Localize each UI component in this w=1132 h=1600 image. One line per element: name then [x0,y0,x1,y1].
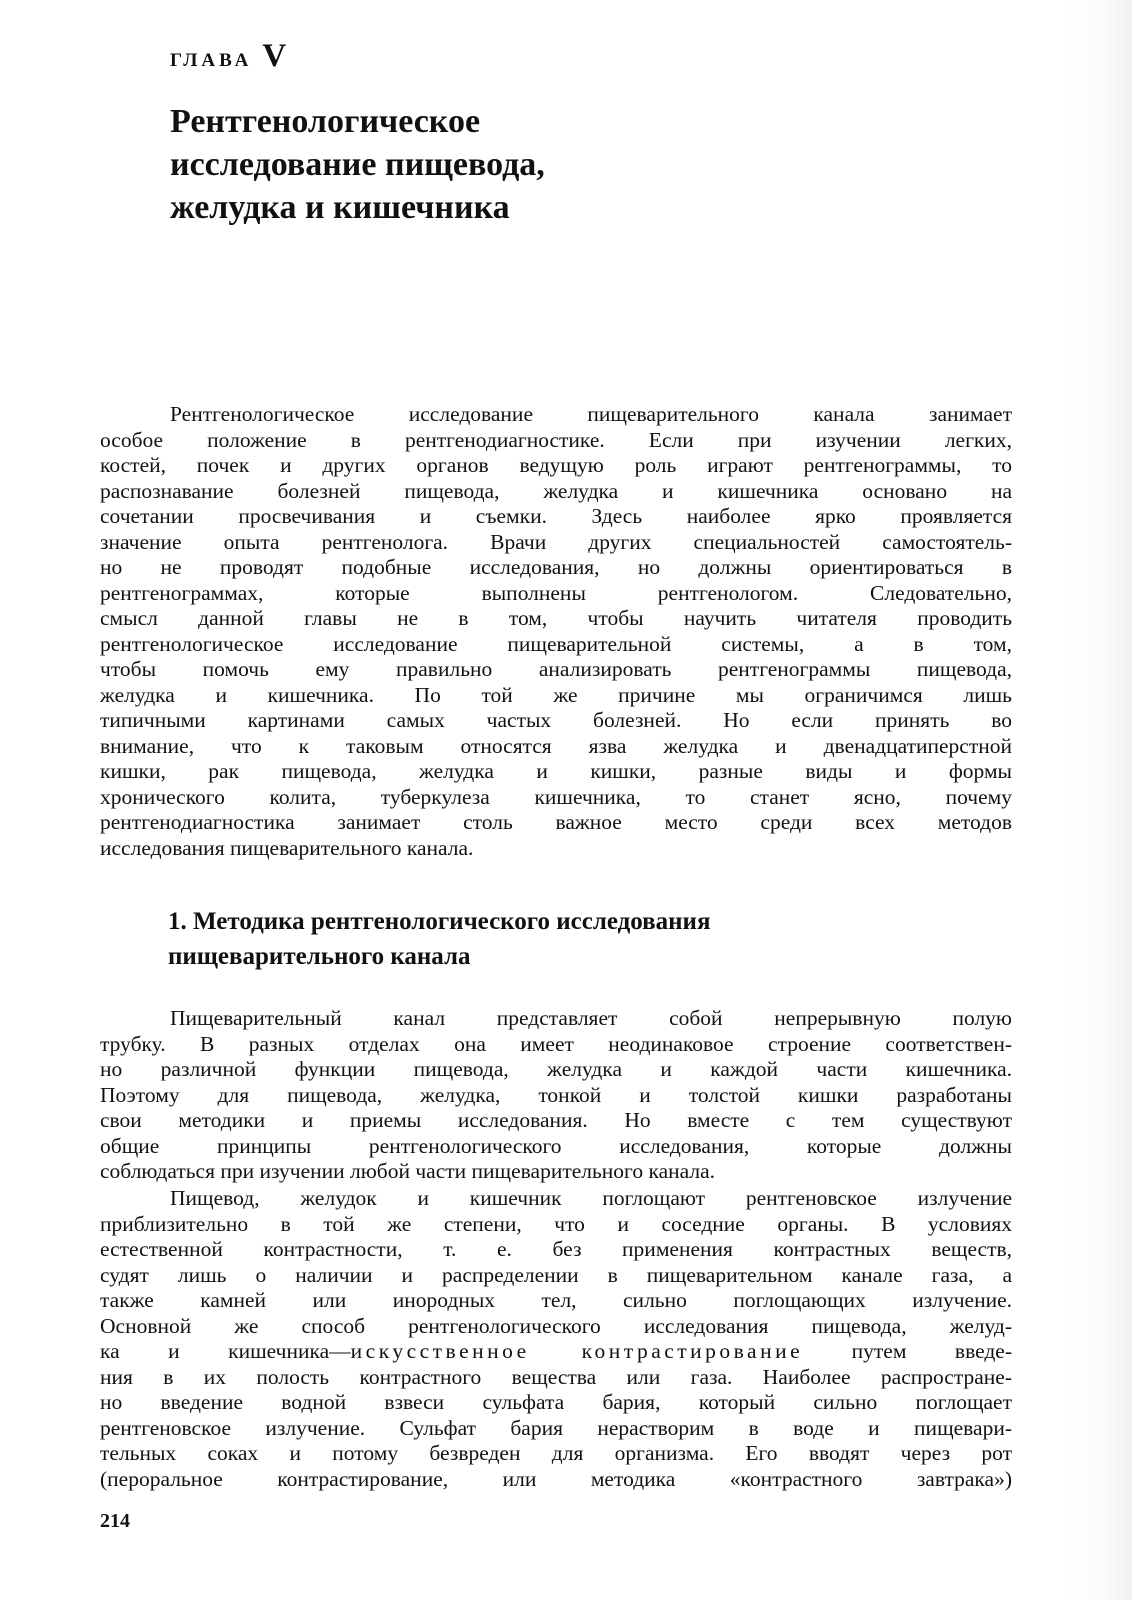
chapter-title-line: исследование пищевода, [170,146,545,183]
text-line: рентгенологическое исследование пищеварительной системы, а в том, [100,631,1012,656]
text-line: чтобы помочь ему правильно анализировать рентгенограммы пищевода, [100,657,1012,681]
text-line: но введение водной взвеси сульфата бария, который сильно поглощает [100,1390,1012,1414]
section-heading [168,904,928,974]
text-line: ния в их полость контрастного вещества или газа. Наиболее распростране- [100,1364,1012,1389]
section-heading-line: пищеварительного канала [168,943,471,970]
text-line: Поэтому для пищевода, желудка, тонкой и толстой кишки разработаны [100,1082,1012,1107]
text-line: костей, почек и других органов ведущую роль играют рентгенограммы, то [100,453,1012,477]
text-line: рентгенодиагностика занимает столь важное место среди всех методов [100,810,1012,834]
chapter-title-line: желудка и кишечника [170,189,510,226]
text-line: желудка и кишечника. По той же причине мы ограничимся лишь [100,682,1012,707]
text-line: исследования пищеварительного канала. [100,835,474,860]
page-number: 214 [100,1510,130,1532]
chapter-label [170,38,286,75]
text-line: свои методики и приемы исследования. Но вместе с тем существуют [100,1108,1012,1132]
chapter-title-line: Рентгенологическое [170,103,481,140]
text-line: Пищевод, желудок и кишечник поглощают рентгеновское излучение [170,1186,1012,1210]
text-line: трубку. В разных отделах она имеет неодинаковое строение соответствен- [100,1031,1012,1056]
section-heading-line: 1. Методика рентгенологического исследования [168,908,711,935]
text-run: ка и кишечника— [100,1339,351,1363]
text-line: типичными картинами самых частых болезней. Но если принять во [100,708,1012,732]
section-paragraph-2 [100,1186,1012,1492]
section-paragraph-1 [100,1006,1012,1185]
text-line: рентгенограммах, которые выполнены рентгенологом. Следовательно, [100,580,1012,605]
text-line: судят лишь о наличии и распределении в пищеварительном канале газа, а [100,1262,1012,1287]
text-line: естественной контрастности, т. е. без применения контрастных веществ, [100,1237,1012,1261]
chapter-numeral: V [262,38,287,74]
text-line: но не проводят подобные исследования, но должны ориентироваться в [100,555,1012,579]
chapter-word: ГЛАВА [170,50,253,71]
text-line: сочетании просвечивания и съемки. Здесь наиболее ярко проявляется [100,504,1012,528]
text-line: Пищеварительный канал представляет собой непрерывную полую [170,1006,1012,1030]
text-line: значение опыта рентгенолога. Врачи других специальностей самостоятель- [100,529,1012,554]
text-line: соблюдаться при изучении любой части пищеварительного канала. [100,1159,716,1183]
text-line: общие принципы рентгенологического исследования, которые должны [100,1133,1012,1158]
text-line: кишки, рак пищевода, желудка и кишки, разные виды и формы [100,759,1012,783]
text-line: Основной же способ рентгенологического исследования пищевода, желуд- [100,1313,1012,1338]
text-line: (пероральное контрастирование, или методика «контрастного завтрака») [100,1466,1012,1491]
text-line-spaced [100,1339,1012,1365]
emphasized-term: искусственное контрастирование [350,1339,804,1363]
text-line: также камней или инородных тел, сильно поглощающих излучение. [100,1288,1012,1312]
text-run: путем введе- [803,1339,1012,1363]
text-line: Рентгенологическое исследование пищеварительного канала занимает [170,402,1012,426]
text-line: тельных соках и потому безвреден для организма. Его вводят через рот [100,1441,1012,1465]
text-line: особое положение в рентгенодиагностике. Если при изучении легких, [100,427,1012,452]
intro-paragraph [100,402,1012,861]
text-line: но различной функции пищевода, желудка и каждой части кишечника. [100,1057,1012,1081]
text-line: смысл данной главы не в том, чтобы научить читателя проводить [100,606,1012,630]
text-line: распознавание болезней пищевода, желудка и кишечника основано на [100,478,1012,503]
text-line: приблизительно в той же степени, что и соседние органы. В условиях [100,1211,1012,1236]
chapter-title [170,100,870,229]
text-line: хронического колита, туберкулеза кишечника, то станет ясно, почему [100,784,1012,809]
text-line: рентгеновское излучение. Сульфат бария нерастворим в воде и пищевари- [100,1415,1012,1440]
page-edge-shadow [1064,0,1132,1600]
text-line: внимание, что к таковым относятся язва желудка и двенадцатиперстной [100,733,1012,758]
